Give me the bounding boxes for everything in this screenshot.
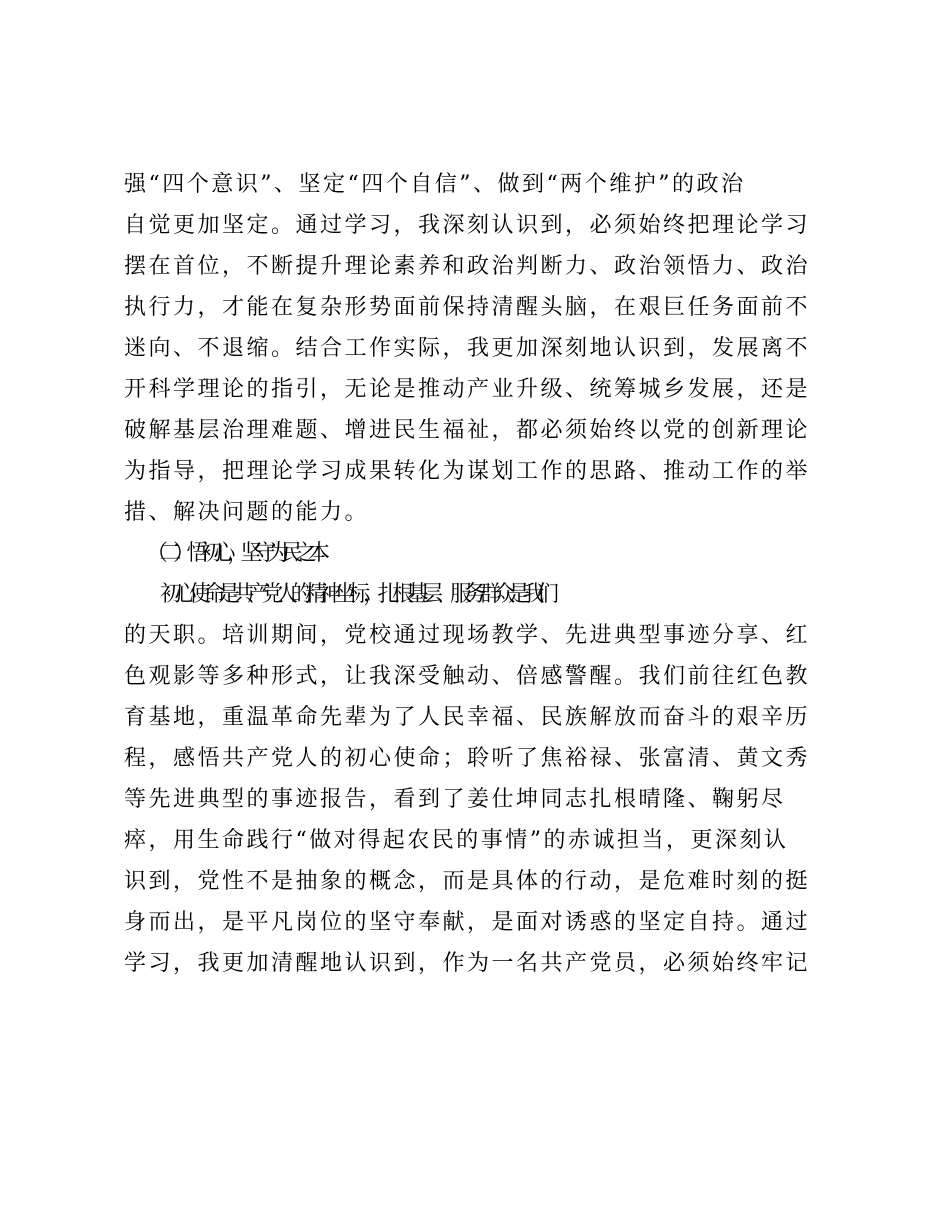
paragraph-2-line-7: 瘁，用生命践行“做对得起农民的事情”的赤诚担当，更深刻认: [124, 828, 789, 853]
paragraph-2-line-6: 等先进典型的事迹报告，看到了姜仕坤同志扎根晴隆、鞠躬尽: [124, 787, 786, 812]
paragraph-2-line-5: 程，感悟共产党人的初心使命；聆听了焦裕禄、张富清、黄文秀: [124, 746, 811, 771]
paragraph-2-line-10: 学习，我更加清醒地认识到，作为一名共产党员，必须始终牢记: [124, 951, 811, 976]
paragraph-2-line-2: 的天职。培训期间，党校通过现场教学、先进典型事迹分享、红: [124, 623, 811, 648]
paragraph-1-line-2: 自觉更加坚定。通过学习，我深刻认识到，必须始终把理论学习: [124, 213, 811, 238]
paragraph-1-line-3: 摆在首位，不断提升理论素养和政治判断力、政治领悟力、政治: [124, 254, 811, 279]
paragraph-1-line-8: 为指导，把理论学习成果转化为谋划工作的思路、推动工作的举: [124, 459, 811, 484]
paragraph-1-line-6: 开科学理论的指引，无论是推动产业升级、统筹城乡发展，还是: [124, 377, 811, 402]
paragraph-1-line-1: 强“四个意识”、坚定“四个自信”、做到“两个维护”的政治: [124, 172, 746, 197]
paragraph-1-line-5: 迷向、不退缩。结合工作实际，我更加深刻地认识到，发展离不: [124, 336, 811, 361]
paragraph-2-line-1: 初心使命是共产党人的精神坐标，扎根基层、服务群众是我们: [160, 582, 552, 607]
section-heading: （二）悟初心，坚守为民之本: [146, 541, 322, 566]
paragraph-2-line-4: 育基地，重温革命先辈为了人民幸福、民族解放而奋斗的艰辛历: [124, 705, 811, 730]
paragraph-2-line-3: 色观影等多种形式，让我深受触动、倍感警醒。我们前往红色教: [124, 664, 811, 689]
paragraph-1-line-7: 破解基层治理难题、增进民生福祉，都必须始终以党的创新理论: [124, 418, 811, 443]
paragraph-2-line-8: 识到，党性不是抽象的概念，而是具体的行动，是危难时刻的挺: [124, 869, 811, 894]
paragraph-2-line-9: 身而出，是平凡岗位的坚守奉献，是面对诱惑的坚定自持。通过: [124, 910, 811, 935]
paragraph-1-line-9: 措、解决问题的能力。: [124, 500, 370, 525]
paragraph-1-line-4: 执行力，才能在复杂形势面前保持清醒头脑，在艰巨任务面前不: [124, 295, 811, 320]
